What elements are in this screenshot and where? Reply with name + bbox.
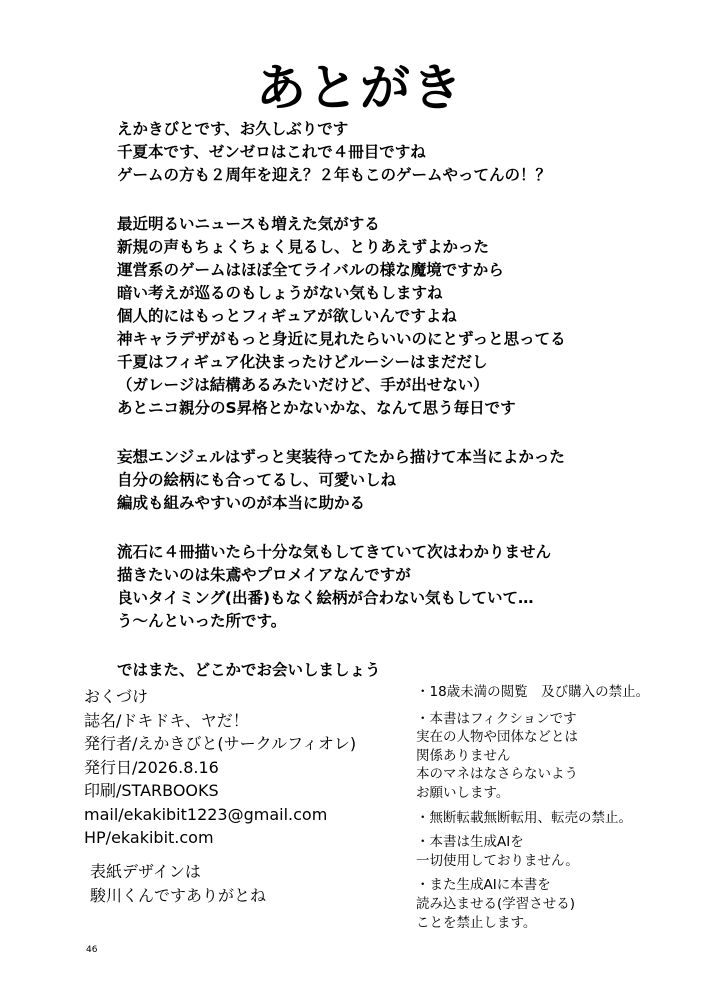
notice-line: 読み込ませる(学習させる) [416, 895, 576, 912]
afterword-line: 暗い考えが巡るのもしょうがない気もしますね [117, 284, 443, 302]
afterword-line: 最近明るいニュースも増えた気がする [117, 215, 380, 233]
notice-line: ・また生成AIに本書を [416, 877, 551, 894]
colophon-title: 誌名/ドキドキ、ヤだ！ [84, 710, 249, 730]
page-title: あとがき [256, 58, 464, 117]
credit-line: 表紙デザインは [90, 862, 201, 881]
notice-line: 本のマネはなさらないよう [416, 766, 578, 783]
afterword-paragraph [117, 659, 707, 682]
page-number: 46 [86, 945, 98, 955]
notice-line: 関係ありません [416, 747, 511, 764]
afterword-line: 自分の絵柄にも合ってるし、可愛いしね [117, 471, 397, 489]
notice-line: 実在の人物や団体などとは [416, 729, 578, 746]
afterword-line: 良いタイミング(出番)もなく絵柄が合わない気もしていて… [117, 589, 534, 607]
credit-line: 駿川くんですありがとね [90, 886, 267, 905]
colophon-printer: 印刷/STARBOOKS [84, 781, 219, 800]
afterword-line: 流石に４冊描いたら十分な気もしてきていて次はわかりません [117, 543, 552, 561]
afterword-line: （ガレージは結構あるみたいだけど、手が出せない） [117, 376, 489, 394]
notice-line: ・18歳未満の閲覧 及び購入の禁止。 [416, 684, 650, 700]
notice-item [416, 809, 716, 828]
afterword-line: 編成も組みやすいのが本当に助かる [117, 494, 366, 512]
notice-item [416, 833, 716, 870]
notice-line: ことを禁止します。 [416, 914, 537, 931]
afterword-paragraph [117, 541, 707, 633]
afterword-line: 千夏はフィギュア化決まったけどルーシーはまだだし [117, 353, 488, 371]
afterword-line: 個人的にはもっとフィギュアが欲しいんですよね [117, 307, 457, 325]
notice-line: 一切使用しておりません。 [416, 852, 579, 869]
afterword-line: あとニコ親分のS昇格とかないかな、なんて思う毎日です [117, 399, 516, 417]
notice-line: ・本書は生成AIを [416, 834, 524, 851]
notices [416, 683, 716, 938]
cover-design-credit [90, 860, 390, 908]
afterword-line: ではまた、どこかでお会いしましょう [117, 661, 381, 679]
colophon [84, 685, 404, 850]
notice-line: お願いします。 [416, 784, 510, 801]
afterword-line: 運営系のゲームはほぼ全てライバルの様な魔境ですから [117, 261, 504, 279]
notice-line: ・無断転載無断転用、転売の禁止。 [416, 809, 632, 826]
afterword-line: 神キャラデザがもっと身近に見れたらいいのにとずっと思ってる [117, 330, 566, 348]
notice-item [416, 683, 716, 702]
afterword-text [117, 118, 707, 708]
afterword-line: 千夏本です、ゼンゼロはこれで４冊目ですね [117, 143, 426, 161]
afterword-line: ゲームの方も２周年を迎え？２年もこのゲームやってんの！？ [117, 166, 552, 184]
afterword-line: 描きたいのは朱鳶やプロメイアなんですが [117, 566, 411, 584]
colophon-mail: mail/ekakibit1223@gmail.com [84, 804, 328, 824]
afterword-line: う～んといった所です。 [117, 612, 287, 630]
notice-item [416, 710, 716, 803]
afterword-line: えかきびとです、お久しぶりです [117, 120, 349, 138]
colophon-publisher: 発行者/えかきびと(サークルフィオレ) [84, 734, 357, 753]
colophon-date: 発行日/2026.8.16 [84, 757, 219, 777]
afterword-line: 妄想エンジェルはずっと実装待ってたから描けて本当によかった [117, 448, 565, 466]
notice-item [416, 876, 716, 932]
colophon-heading: おくづけ [84, 687, 149, 706]
afterword-paragraph [117, 213, 707, 420]
afterword-paragraph [117, 118, 707, 187]
colophon-homepage: HP/ekakibit.com [84, 828, 214, 847]
afterword-paragraph [117, 446, 707, 515]
notice-line: ・本書はフィクションです [416, 710, 577, 727]
afterword-line: 新規の声もちょくちょく見るし、とりあえずよかった [117, 238, 490, 256]
